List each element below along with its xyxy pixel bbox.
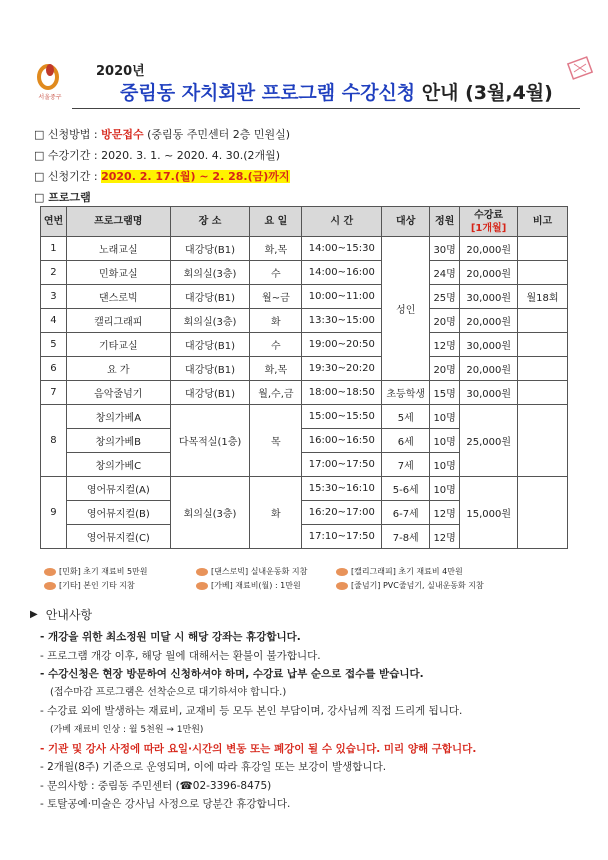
cell-time: 18:00~18:50 [302,381,382,405]
cell-time: 15:30~16:10 [302,477,382,501]
col-target: 대상 [382,207,430,237]
bullet-icon [196,582,208,590]
cell-target: 5-6세 [382,477,430,501]
cell-name: 댄스로빅 [66,285,170,309]
cell-target-adult: 성인 [382,237,430,381]
cell-place: 회의실(3층) [170,477,250,549]
bullet-icon [336,582,348,590]
cell-fee: 15,000원 [460,477,518,549]
cell-quota: 10명 [430,477,460,501]
cell-time: 15:00~15:50 [302,405,382,429]
info-period: □ 수강기간 : 2020. 3. 1. ~ 2020. 4. 30.(2개월) [34,149,281,162]
cell-no: 3 [41,285,67,309]
notice-item: - 수강료 외에 발생하는 재료비, 교재비 등 모두 본인 부담이며, 강사님께 직접 드리게 됩니다. [40,705,463,718]
cell-note [518,405,568,477]
legend-item [336,566,463,577]
cell-time: 13:30~15:00 [302,309,382,333]
cell-quota: 20명 [430,357,460,381]
cell-fee: 20,000원 [460,309,518,333]
cell-fee: 30,000원 [460,285,518,309]
cell-name: 영어뮤지컬(A) [66,477,170,501]
notice-subitem: (접수마감 프로그램은 선착순으로 대기하셔야 합니다.) [50,686,287,698]
legend-item [44,580,135,591]
cell-name: 노래교실 [66,237,170,261]
col-name: 프로그램명 [66,207,170,237]
cell-time: 14:00~16:00 [302,261,382,285]
legend-text: [줄넘기] PVC줄넘기, 실내운동화 지참 [351,581,484,590]
cell-note [518,309,568,333]
cell-place: 회의실(3층) [170,261,250,285]
cell-quota: 12명 [430,333,460,357]
legend-item [196,580,301,591]
cell-time: 19:00~20:50 [302,333,382,357]
cell-name: 창의가베B [66,429,170,453]
cell-day: 수 [250,333,302,357]
cell-quota: 30명 [430,237,460,261]
cell-note [518,333,568,357]
notice-item: - 프로그램 개강 이후, 해당 월에 대해서는 환불이 불가합니다. [40,649,321,662]
cell-time: 10:00~11:00 [302,285,382,309]
cell-quota: 10명 [430,429,460,453]
cell-no: 1 [41,237,67,261]
cell-day: 수 [250,261,302,285]
apply-value: 2020. 2. 17.(월) ~ 2. 28.(금)까지 [101,170,290,183]
cell-place: 대강당(B1) [170,357,250,381]
info-apply [34,166,290,187]
cell-fee: 20,000원 [460,237,518,261]
program-table [40,206,568,549]
cell-name: 민화교실 [66,261,170,285]
cell-day: 화,목 [250,237,302,261]
cell-day: 월~금 [250,285,302,309]
bullet-icon [44,568,56,576]
legend-text: [댄스로빅] 실내운동화 지참 [211,567,308,576]
cell-note [518,357,568,381]
logo-icon [36,62,60,90]
notice-item: - 개강을 위한 최소정원 미달 시 해당 강좌는 휴강합니다. [40,631,301,643]
col-note: 비고 [518,207,568,237]
notice-list [40,628,580,814]
cell-time: 17:10~17:50 [302,525,382,549]
cell-time: 14:00~15:30 [302,237,382,261]
triangle-icon: ▶ [30,609,38,620]
cell-target: 6세 [382,429,430,453]
notice-item: - 수강신청은 현장 방문하여 신청하셔야 하며, 수강료 납부 순으로 접수를 받습니다. [40,668,424,681]
cell-no: 6 [41,357,67,381]
col-no: 연번 [41,207,67,237]
cell-name: 영어뮤지컬(C) [66,525,170,549]
cell-note [518,261,568,285]
cell-note [518,477,568,549]
cell-no: 9 [41,477,67,549]
cell-note: 월18회 [518,285,568,309]
notice-item: - 토탈공예·미술은 강사님 사정으로 당분간 휴강합니다. [40,798,291,811]
table-row [41,405,568,429]
cell-target: 초등학생 [382,381,430,405]
cell-fee: 30,000원 [460,333,518,357]
cell-quota: 10명 [430,405,460,429]
table-row [41,237,568,261]
cell-no: 7 [41,381,67,405]
cell-target: 7-8세 [382,525,430,549]
bullet-icon [196,568,208,576]
legend-item [44,566,148,577]
cell-name: 창의가베A [66,405,170,429]
notice-heading [30,606,92,623]
cell-time: 16:00~16:50 [302,429,382,453]
cell-day: 화 [250,477,302,549]
cell-name: 음악줄넘기 [66,381,170,405]
legend-text: [민화] 초기 재료비 5만원 [59,567,148,576]
cell-name: 기타교실 [66,333,170,357]
cell-quota: 25명 [430,285,460,309]
cell-no: 8 [41,405,67,477]
cell-no: 2 [41,261,67,285]
notice-subitem: (가베 재료비 인상 : 월 5천원 → 1만원) [50,724,204,735]
cell-place: 대강당(B1) [170,285,250,309]
cell-quota: 12명 [430,525,460,549]
table-header-row [41,207,568,237]
notice-title: 안내사항 [45,608,93,622]
cell-target: 6-7세 [382,501,430,525]
cell-quota: 24명 [430,261,460,285]
cell-note [518,381,568,405]
cell-no: 4 [41,309,67,333]
table-row [41,333,568,357]
table-row [41,381,568,405]
logo-text: 서울중구 [38,94,62,101]
cell-place: 다목적실(1층) [170,405,250,477]
cell-quota: 12명 [430,501,460,525]
cell-day: 화 [250,309,302,333]
notice-item: - 기관 및 강사 사정에 따라 요일·시간의 변동 또는 폐강이 될 수 있습니다. 미리 양해 구합니다. [40,742,477,755]
col-time: 시 간 [302,207,382,237]
apply-label: □ 신청기간 : [34,170,102,183]
table-row [41,477,568,501]
table-row [41,285,568,309]
col-day: 요 일 [250,207,302,237]
cell-name: 캘리그래피 [66,309,170,333]
notice-item: - 문의사항 : 중림동 주민센터 (☎02-3396-8475) [40,779,272,792]
cell-fee: 20,000원 [460,261,518,285]
header-divider [72,108,580,109]
legend-text: [캘리그래피] 초기 재료비 4만원 [351,567,463,576]
cell-quota: 10명 [430,453,460,477]
legend-text: [가베] 재료비(월) : 1만원 [211,581,301,590]
cell-target: 5세 [382,405,430,429]
notice-item: - 2개월(8주) 기준으로 운영되며, 이에 따라 휴강일 또는 보강이 발생합니다. [40,761,387,774]
cell-fee: 25,000원 [460,405,518,477]
application-info [34,124,290,208]
cell-no: 5 [41,333,67,357]
year-label: 2020년 [96,64,145,79]
table-row [41,261,568,285]
program-label: □ 프로그램 [34,191,91,204]
cell-fee: 20,000원 [460,357,518,381]
cell-note [518,237,568,261]
cell-place: 대강당(B1) [170,381,250,405]
table-row [41,309,568,333]
legend-item [196,566,307,577]
cell-quota: 15명 [430,381,460,405]
cell-day: 화,목 [250,357,302,381]
method-detail: (중림동 주민센터 2층 민원실) [143,128,291,141]
method-label: □ 신청방법 : [34,128,102,141]
cell-time: 19:30~20:20 [302,357,382,381]
col-fee [460,207,518,237]
col-place: 장 소 [170,207,250,237]
method-value: 방문접수 [101,128,144,141]
cell-place: 회의실(3층) [170,309,250,333]
cell-day: 목 [250,405,302,477]
bullet-icon [44,582,56,590]
cell-name: 요 가 [66,357,170,381]
col-quota: 정원 [430,207,460,237]
legend-item [336,580,484,591]
bullet-icon [336,568,348,576]
cell-day: 월,수,금 [250,381,302,405]
page-title [120,78,553,105]
stamp-icon [566,56,602,82]
cell-quota: 20명 [430,309,460,333]
legend-text: [기타] 본인 기타 지참 [59,581,135,590]
cell-time: 17:00~17:50 [302,453,382,477]
fee-header: 수강료 [474,209,504,221]
cell-time: 16:20~17:00 [302,501,382,525]
cell-fee: 30,000원 [460,381,518,405]
table-row [41,357,568,381]
district-logo [28,60,72,104]
document-header [28,58,580,110]
cell-place: 대강당(B1) [170,237,250,261]
cell-place: 대강당(B1) [170,333,250,357]
cell-target: 7세 [382,453,430,477]
title-part1: 중림동 [120,82,182,104]
title-part2: 자치회관 프로그램 수강신청 [181,82,416,104]
fee-sub-header: [1개월] [470,222,507,234]
cell-name: 영어뮤지컬(B) [66,501,170,525]
cell-name: 창의가베C [66,453,170,477]
title-part3: 안내 (3월,4월) [415,82,553,104]
info-method [34,124,290,145]
